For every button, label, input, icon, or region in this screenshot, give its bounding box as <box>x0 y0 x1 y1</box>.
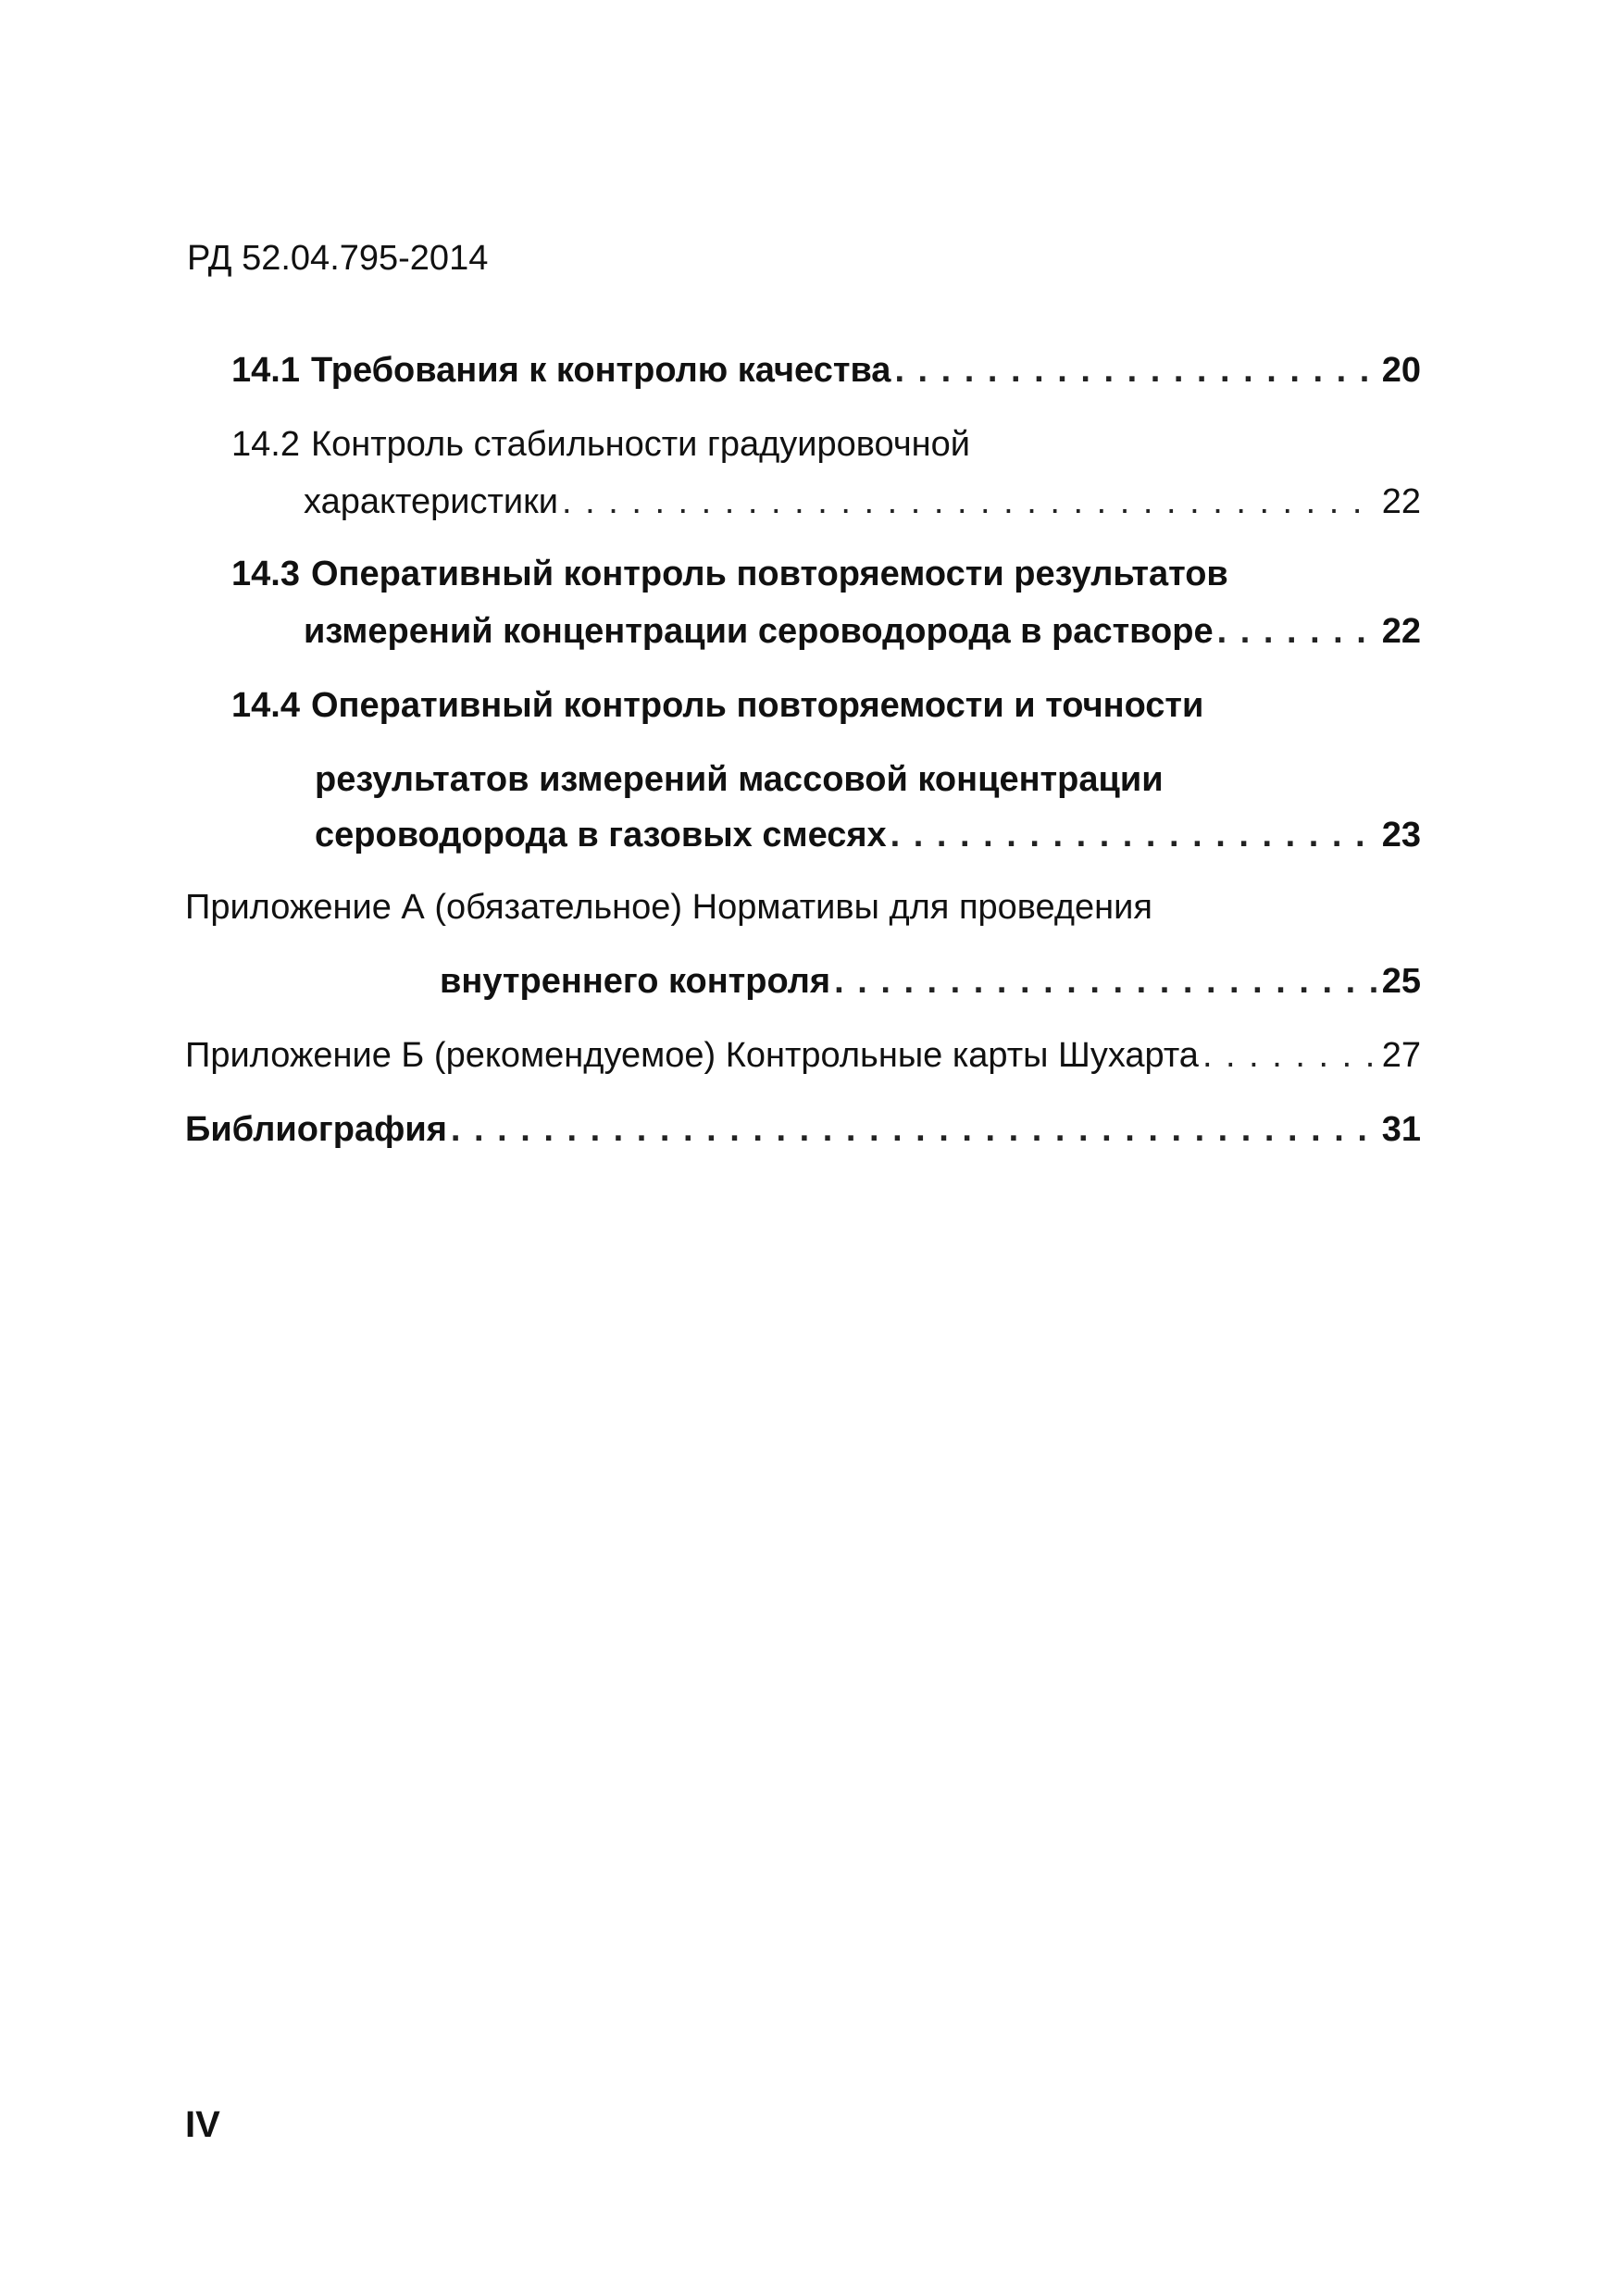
toc-entry-page: 20 <box>1381 351 1421 390</box>
toc-entry-14-4-cont2[interactable] <box>315 812 1421 858</box>
toc-entry-title: характеристики <box>304 482 558 521</box>
toc-entry-page: 25 <box>1381 962 1421 1001</box>
toc-entry-number: 14.3 <box>231 555 300 593</box>
dot-leader <box>834 958 1376 1004</box>
toc-entry-title: Приложение Б (рекомендуемое) Контрольные карты Шухарта <box>185 1036 1199 1075</box>
toc-entry-14-4[interactable] <box>231 682 1421 729</box>
toc-entry-title: Требования к контролю качества <box>310 351 891 390</box>
dot-leader <box>1217 608 1376 655</box>
dot-leader <box>890 812 1376 858</box>
toc-entry-number: 14.2 <box>231 425 300 464</box>
dot-leader <box>562 479 1376 525</box>
toc-entry-14-2-cont[interactable] <box>304 479 1421 525</box>
dot-leader <box>894 347 1376 393</box>
toc-entry-appendix-a-cont[interactable] <box>440 958 1421 1004</box>
toc-entry-title: сероводорода в газовых смесях <box>315 816 887 855</box>
toc-entry-appendix-b[interactable] <box>185 1032 1421 1079</box>
toc-entry-14-3-cont[interactable] <box>304 608 1421 655</box>
dot-leader <box>1202 1032 1376 1079</box>
page-number: IV <box>185 2104 220 2145</box>
toc-entry-bibliography[interactable] <box>185 1106 1421 1153</box>
toc-entry-title: Оперативный контроль повторяемости результатов <box>310 555 1228 593</box>
toc-entry-14-4-cont1[interactable] <box>315 756 1421 803</box>
toc-entry-page: 31 <box>1381 1110 1421 1149</box>
toc-entry-appendix-a[interactable] <box>185 884 1421 930</box>
toc-entry-title: Библиография <box>185 1110 447 1149</box>
dot-leader <box>451 1106 1376 1153</box>
toc-entry-title: измерений концентрации сероводорода в растворе <box>304 612 1214 651</box>
toc-entry-title: результатов измерений массовой концентрации <box>315 760 1164 799</box>
toc-entry-title: Контроль стабильности градуировочной <box>310 425 970 464</box>
toc-entry-14-2[interactable] <box>231 421 1421 468</box>
toc-entry-title: внутреннего контроля <box>440 962 831 1001</box>
toc-entry-title: Оперативный контроль повторяемости и точности <box>310 686 1204 725</box>
toc-entry-title: Приложение А (обязательное) Нормативы для проведения <box>185 888 1152 927</box>
document-code: РД 52.04.795-2014 <box>187 239 489 278</box>
toc-entry-14-3[interactable] <box>231 551 1421 597</box>
toc-entry-page: 22 <box>1381 612 1421 651</box>
toc-entry-page: 27 <box>1381 1036 1421 1075</box>
toc-entry-page: 22 <box>1381 482 1421 521</box>
toc-entry-14-1[interactable] <box>231 347 1421 393</box>
toc-entry-number: 14.4 <box>231 686 300 725</box>
toc-entry-number: 14.1 <box>231 351 300 390</box>
toc-entry-page: 23 <box>1381 816 1421 855</box>
